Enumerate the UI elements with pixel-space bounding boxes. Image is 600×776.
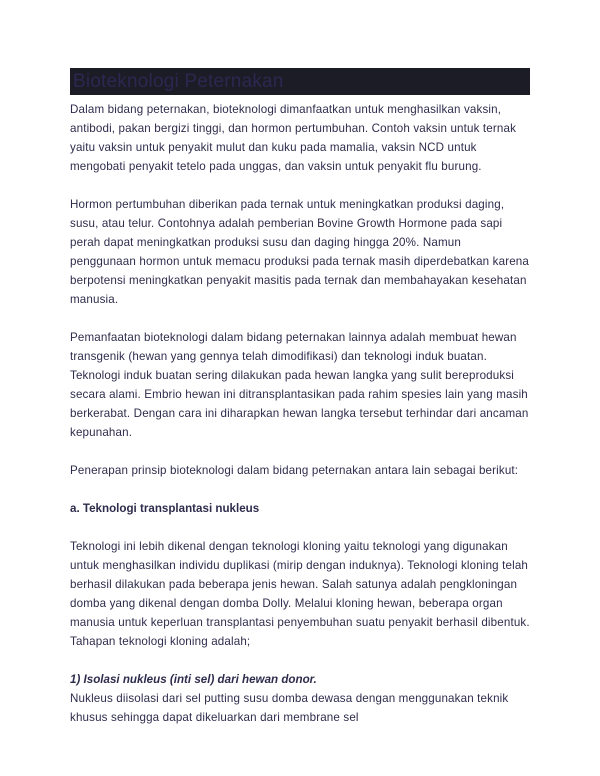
- title-bar: [70, 68, 530, 95]
- page-title: Bioteknologi Peternakan: [73, 71, 284, 92]
- step-heading-nucleus-isolation: 1) Isolasi nukleus (inti sel) dari hewan donor.: [70, 673, 317, 686]
- paragraph-application-intro: Penerapan prinsip bioteknologi dalam bidang peternakan antara lain sebagai berikut:: [70, 464, 519, 477]
- paragraph-growth-hormone: Hormon pertumbuhan diberikan pada ternak untuk meningkatkan produksi daging, susu, atau telur. Contohnya adalah pemberian Bovine Growth Hormone pada sapi perah dapat meningkatkan produksi susu dan daging hingga 20%. Namun penggunaan hormon untuk memacu produksi pada ternak masih diperdebatkan karena berpotensi meningkatkan penyakit masitis pada ternak dan membahayakan kesehatan manusia.: [70, 198, 529, 306]
- section-heading-nuclear-transplant: a. Teknologi transplantasi nukleus: [70, 502, 260, 515]
- paragraph-cloning: Teknologi ini lebih dikenal dengan teknologi kloning yaitu teknologi yang digunakan untuk menghasilkan individu duplikasi (mirip dengan induknya). Teknologi kloning telah berhasil dilakukan pada beberapa jenis hewan. Salah satunya adalah pengkloningan domba yang dikenal dengan domba Dolly. Melalui kloning hewan, beberapa organ manusia untuk keperluan transplantasi penyembuhan suatu penyakit berhasil dibentuk. Tahapan teknologi kloning adalah;: [70, 540, 530, 648]
- document-page: [70, 68, 530, 727]
- paragraph-vaccines: Dalam bidang peternakan, bioteknologi dimanfaatkan untuk menghasilkan vaksin, antibodi, pakan bergizi tinggi, dan hormon pertumbuhan. Contoh vaksin untuk ternak yaitu vaksin untuk penyakit mulut dan kuku pada mamalia, vaksin NCD untuk mengobati penyakit tetelo pada unggas, dan vaksin untuk penyakit flu burung.: [70, 103, 517, 173]
- paragraph-nucleus-isolation: Nukleus diisolasi dari sel putting susu domba dewasa dengan menggunakan teknik khusus sehingga dapat dikeluarkan dari membrane sel: [70, 692, 509, 724]
- paragraph-transgenic: Pemanfaatan bioteknologi dalam bidang peternakan lainnya adalah membuat hewan transgenik (hewan yang gennya telah dimodifikasi) dan teknologi induk buatan. Teknologi induk buatan sering dilakukan pada hewan langka yang sulit bereproduksi secara alami. Embrio hewan ini ditransplantasikan pada rahim spesies lain yang masih berkerabat. Dengan cara ini diharapkan hewan langka tersebut terhindar dari ancaman kepunahan.: [70, 331, 529, 439]
